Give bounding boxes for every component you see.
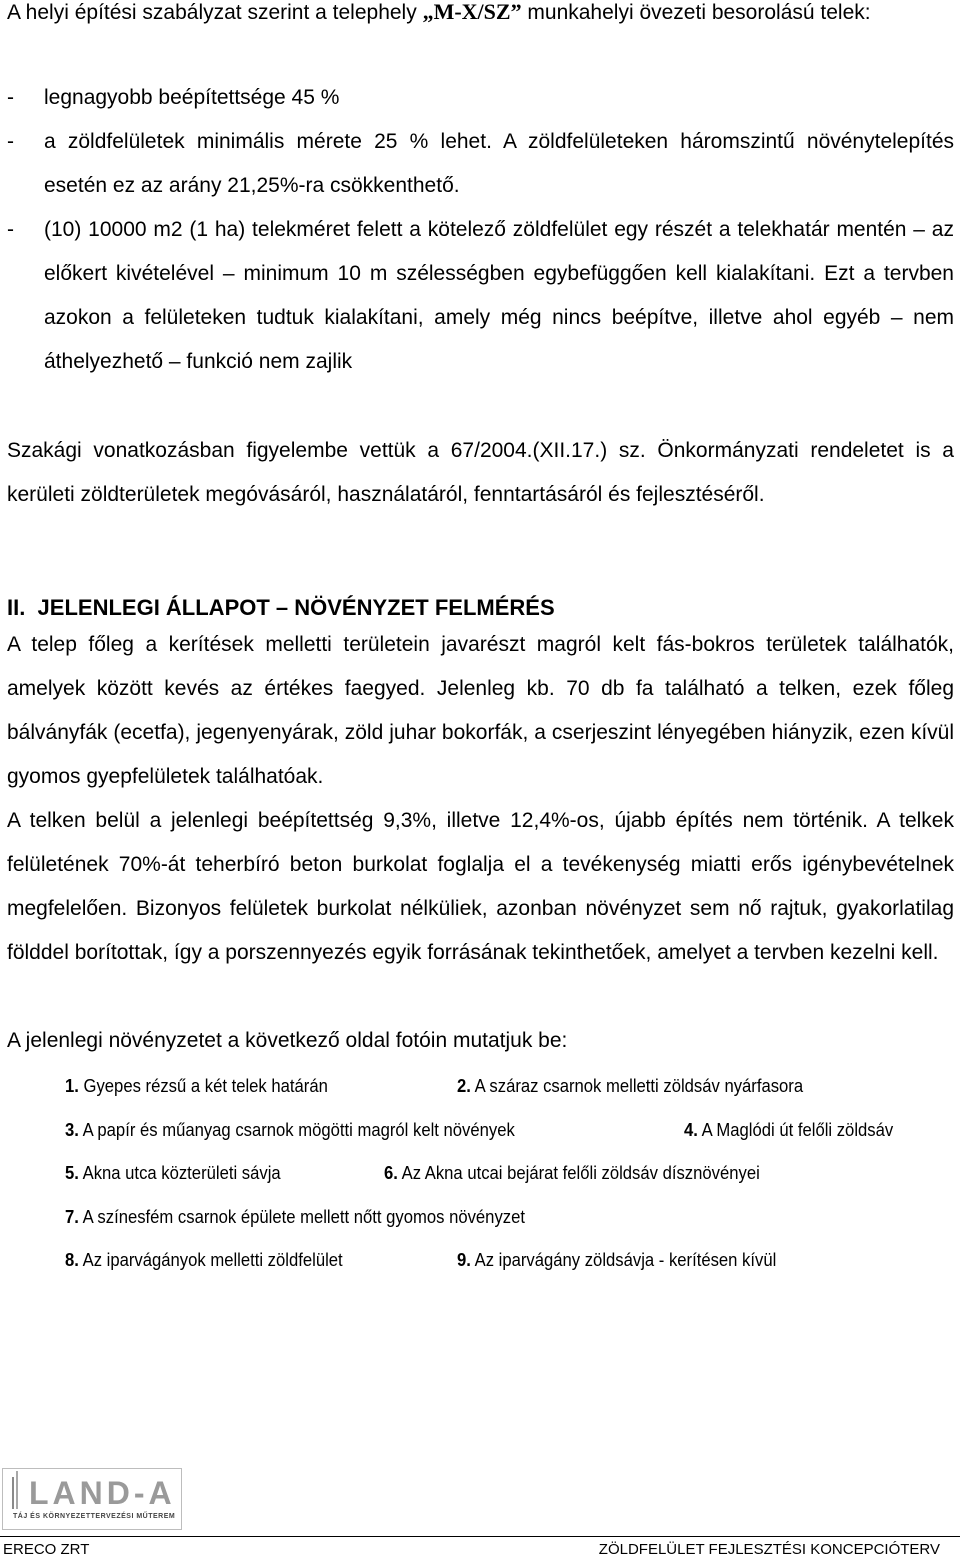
logo-subtitle: TÁJ ÉS KÖRNYEZETTERVEZÉSI MŰTEREM (13, 1513, 176, 1520)
intro-text-1: A helyi építési szabályzat szerint a telephely (7, 1, 423, 24)
photo-caption-9: 9. Az iparvágány zöldsávja - kerítésen kívül (457, 1249, 777, 1270)
list-dash: - (7, 130, 14, 153)
photo-caption-3: 3. A papír és műanyag csarnok mögötti magról kelt növények (65, 1119, 515, 1140)
photo-caption-5: 5. Akna utca közterületi sávja (65, 1162, 281, 1183)
list-dash: - (7, 218, 14, 241)
paragraph-vegetation: A telep főleg a kerítések melletti területein javarészt magról kelt fás-bokros területek találhatók, amelyek között kevés az értékes faegyed. Jelenleg kb. 70 db fa található a telken, ezek főleg bálványfák (ecetfa), jegenyenyárak, zöld juhar bokorfák, a cserjeszint lényegében hiányzik, ezen kívül gyomos gyepfelületek találhatóak. (7, 633, 954, 788)
photo-caption-4: 4. A Maglódi út felőli zöldsáv (684, 1119, 894, 1140)
paragraph-builtup: A telken belül a jelenlegi beépítettség 9,3%, illetve 12,4%-os, újabb építés nem történik. A telkek felületének 70%-át teherbíró beton burkolat foglalja el a tevékenység miatti erős igénybevételnek megfelelően. Bizonyos felületek burkolat nélküliek, azonban növényzet sem nő rajtuk, gyakorlatilag földdel borítottak, így a porszennyezés egyik forrásának tekinthetőek, amelyet a tervben kezelni kell. (7, 809, 954, 964)
intro-text-2: munkahelyi övezeti besorolású telek: (521, 1, 871, 24)
zone-code: „M-X/SZ” (422, 0, 522, 24)
footer-company: ERECO ZRT (3, 1541, 90, 1558)
list-item: a zöldfelületek minimális mérete 25 % lehet. A zöldfelületeken háromszintű növénytelepítés esetén ez az arány 21,25%-ra csökkenthető. (44, 130, 954, 197)
section-heading: II. JELENLEGI ÁLLAPOT – NÖVÉNYZET FELMÉRÉS (7, 595, 555, 620)
intro-paragraph (7, 0, 954, 35)
footer-divider (0, 1536, 960, 1537)
list-item: (10) 10000 m2 (1 ha) telekméret felett a kötelező zöldfelület egy részét a telekhatár mentén – az előkert kivételével – minimum 10 m szélességben egybefüggően kell kialakítani. Ezt a tervben azokon a felületeken tudtuk kialakítani, amely még nincs beépítve, illetve ahol egyéb – nem áthelyezhető – funkció nem zajlik (44, 218, 954, 373)
footer-document-title: ZÖLDFELÜLET FEJLESZTÉSI KONCEPCIÓTERV (598, 1541, 940, 1558)
list-dash: - (7, 86, 14, 109)
list-item: legnagyobb beépítettsége 45 % (44, 86, 340, 109)
photo-caption-1: 1. Gyepes rézsű a két telek határán (65, 1075, 328, 1096)
paragraph-photos-intro: A jelenlegi növényzetet a következő oldal fotóin mutatjuk be: (7, 1029, 568, 1052)
photo-caption-8: 8. Az iparvágányok melletti zöldfelület (65, 1249, 343, 1270)
photo-caption-2: 2. A száraz csarnok melletti zöldsáv nyárfasora (457, 1075, 804, 1096)
logo-name: LAND-A (29, 1475, 176, 1511)
photo-caption-7: 7. A színesfém csarnok épülete mellett nőtt gyomos növényzet (65, 1206, 525, 1227)
regulation-paragraph: Szakági vonatkozásban figyelembe vettük a 67/2004.(XII.17.) sz. Önkormányzati rendeletet is a kerületi zöldterületek megóvásáról, használatáról, fenntartásáról és fejlesztéséről. (7, 439, 954, 506)
land-a-logo (2, 1468, 182, 1530)
photo-caption-6: 6. Az Akna utcai bejárat felőli zöldsáv dísznövényei (384, 1162, 760, 1183)
